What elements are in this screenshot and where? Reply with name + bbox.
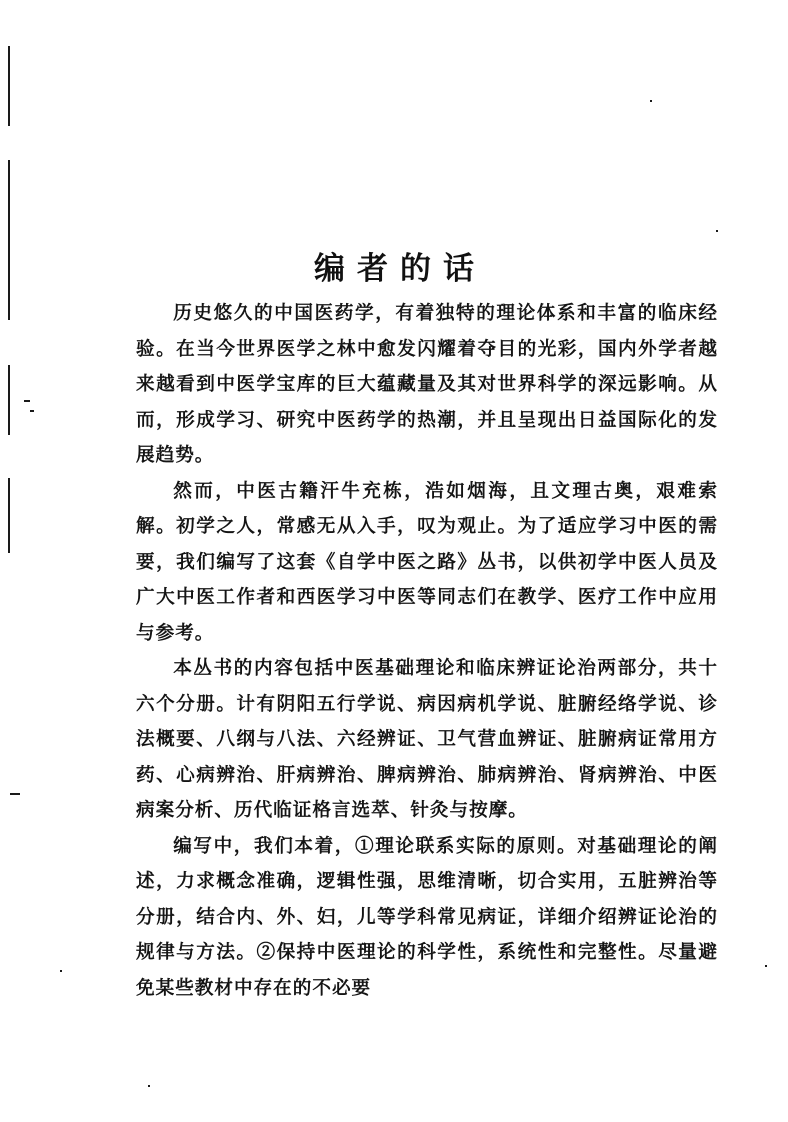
scan-edge-mark xyxy=(8,365,10,435)
scan-speck xyxy=(30,410,34,412)
scan-speck xyxy=(148,1085,150,1087)
scan-speck xyxy=(24,400,30,402)
scan-edge-mark xyxy=(8,478,10,553)
paragraph: 历史悠久的中国医药学，有着独特的理论体系和丰富的临床经验。在当今世界医学之林中愈发闪耀着夺目的光彩，国内外学者越来越看到中医学宝库的巨大蕴藏量及其对世界科学的深远影响。从而，形成学习、研究中医药学的热潮，并且呈现出日益国际化的发展趋势。 xyxy=(136,303,718,466)
paragraph: 然而，中医古籍汗牛充栋，浩如烟海，且文理古奥，艰难索解。初学之人，常感无从入手，叹为观止。为了适应学习中医的需要，我们编写了这套《自学中医之路》丛书，以供初学中医人员及广大中医工作者和西医学习中医等同志们在教学、医疗工作中应用与参考。 xyxy=(136,480,718,644)
scan-speck xyxy=(765,965,767,967)
scan-speck xyxy=(650,100,652,102)
paragraph: 本丛书的内容包括中医基础理论和临床辨证论治两部分，共十六个分册。计有阴阳五行学说、病因病机学说、脏腑经络学说、诊法概要、八纲与八法、六经辨证、卫气营血辨证、脏腑病证常用方药、心病辨治、肝病辨治、脾病辨治、肺病辨治、肾病辨治、中医病案分析、历代临证格言选萃、针灸与按摩。 xyxy=(136,658,718,821)
scan-speck xyxy=(10,793,20,795)
scan-speck xyxy=(60,970,62,972)
scan-edge-mark xyxy=(8,160,10,320)
paragraph: 编写中，我们本着，①理论联系实际的原则。对基础理论的阐述，力求概念准确，逻辑性强，思维清晰，切合实用，五脏辨治等分册，结合内、外、妇，儿等学科常见病证，详细介绍辨证论治的规律与方法。②保持中医理论的科学性，系统性和完整性。尽量避免某些教材中存在的不必要 xyxy=(136,835,718,999)
scan-speck xyxy=(716,230,718,232)
scan-edge-mark xyxy=(8,46,10,126)
body-text xyxy=(136,296,718,1006)
page-title: 编者的话 xyxy=(314,250,486,287)
